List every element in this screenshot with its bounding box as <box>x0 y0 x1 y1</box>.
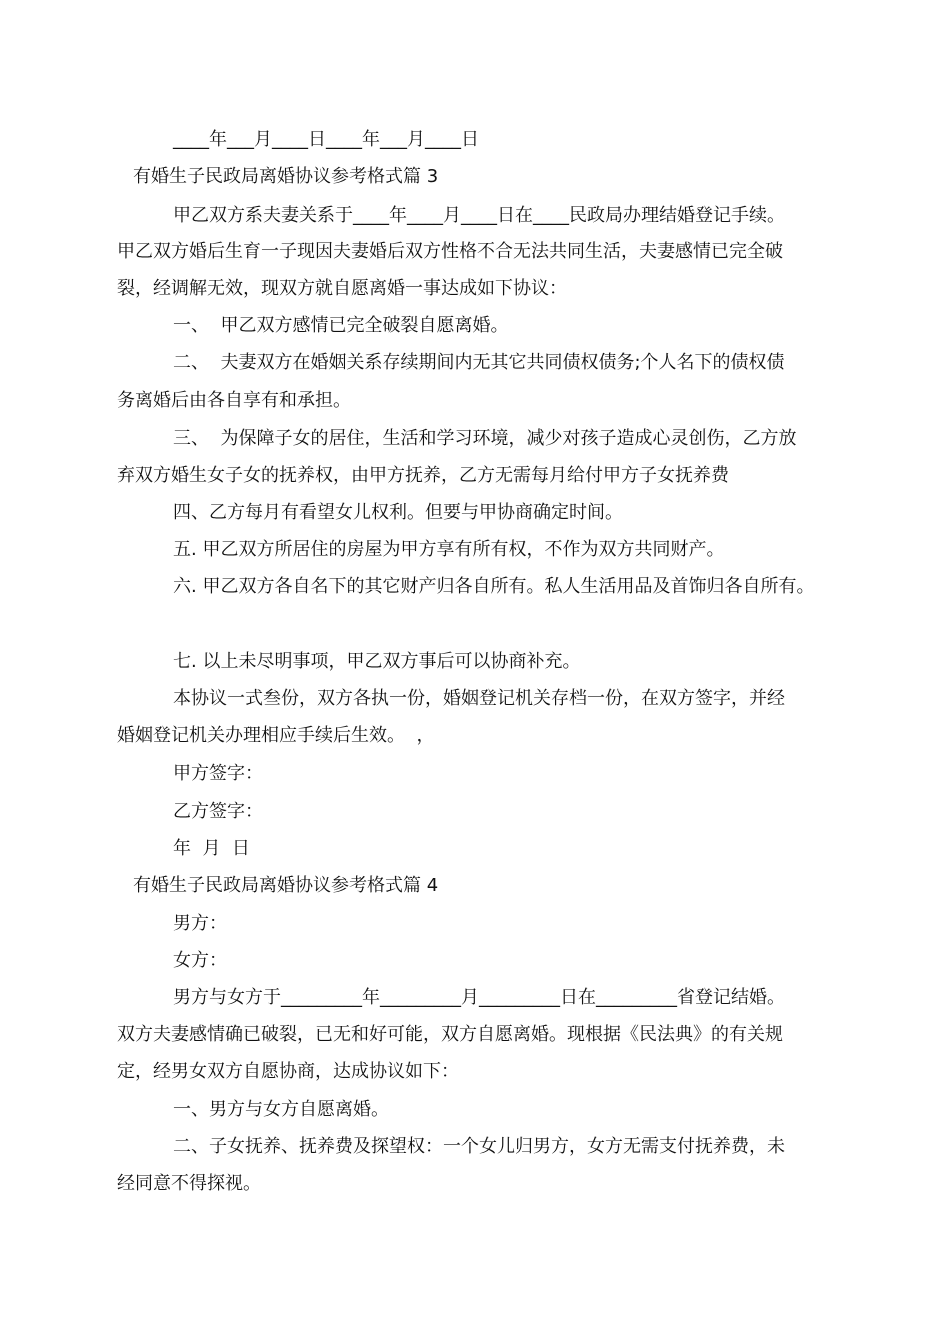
section-heading-4: 有婚生子民政局离婚协议参考格式篇 4 <box>133 875 439 896</box>
clause-1: 一、 甲乙双方感情已完全破裂自愿离婚。 <box>173 315 509 336</box>
clause-2: 二、 夫妻双方在婚姻关系存续期间内无其它共同债权债务;个人名下的债权债 <box>173 352 785 373</box>
paragraph-line: 甲乙双方系夫妻关系于____年____月____日在____民政局办理结婚登记手续。 <box>173 205 785 226</box>
clause-4: 四、乙方每月有看望女儿权利。但要与甲协商确定时间。 <box>173 502 623 523</box>
party-b-signature-label: 乙方签字： <box>173 801 263 822</box>
paragraph-line: 双方夫妻感情确已破裂，已无和好可能，双方自愿离婚。现根据《民法典》的有关规 <box>117 1024 783 1045</box>
paragraph-line: 甲乙双方婚后生育一子现因夫妻婚后双方性格不合无法共同生活，夫妻感情已完全破 <box>117 241 783 262</box>
paragraph-line: 定，经男女双方自愿协商，达成协议如下： <box>117 1061 459 1082</box>
clause-3-cont: 弃双方婚生女子女的抚养权，由甲方抚养，乙方无需每月给付甲方子女抚养费 <box>117 465 729 486</box>
clause-5: 五. 甲乙双方所居住的房屋为甲方享有所有权，不作为双方共同财产。 <box>173 539 725 560</box>
clause-1: 一、男方与女方自愿离婚。 <box>173 1099 389 1120</box>
clause-2-cont: 务离婚后由各自享有和承担。 <box>117 390 351 411</box>
paragraph-line: 男方与女方于_________年_________月_________日在_________省登记结婚。 <box>173 987 785 1008</box>
section-heading-3: 有婚生子民政局离婚协议参考格式篇 3 <box>133 166 439 187</box>
signature-date-label: 年 月 日 <box>173 838 250 859</box>
female-party-label: 女方： <box>173 950 227 971</box>
clause-7: 七. 以上未尽明事项，甲乙双方事后可以协商补充。 <box>173 651 581 672</box>
paragraph-line: 裂，经调解无效，现双方就自愿离婚一事达成如下协议： <box>117 278 567 299</box>
clause-2: 二、子女抚养、抚养费及探望权：一个女儿归男方，女方无需支付抚养费，未 <box>173 1136 785 1157</box>
paragraph-line: 婚姻登记机关办理相应手续后生效。 ， <box>117 725 435 746</box>
male-party-label: 男方： <box>173 913 227 934</box>
paragraph-line: 本协议一式叁份，双方各执一份，婚姻登记机关存档一份，在双方签字，并经 <box>173 688 785 709</box>
party-a-signature-label: 甲方签字： <box>173 763 263 784</box>
clause-2-cont: 经同意不得探视。 <box>117 1173 261 1194</box>
clause-6: 六. 甲乙双方各自名下的其它财产归各自所有。私人生活用品及首饰归各自所有。 <box>173 576 815 597</box>
clause-3: 三、 为保障子女的居住，生活和学习环境，减少对孩子造成心灵创伤，乙方放 <box>173 428 797 449</box>
date-blanks-line: ____年___月____日____年___月____日 <box>173 129 479 150</box>
